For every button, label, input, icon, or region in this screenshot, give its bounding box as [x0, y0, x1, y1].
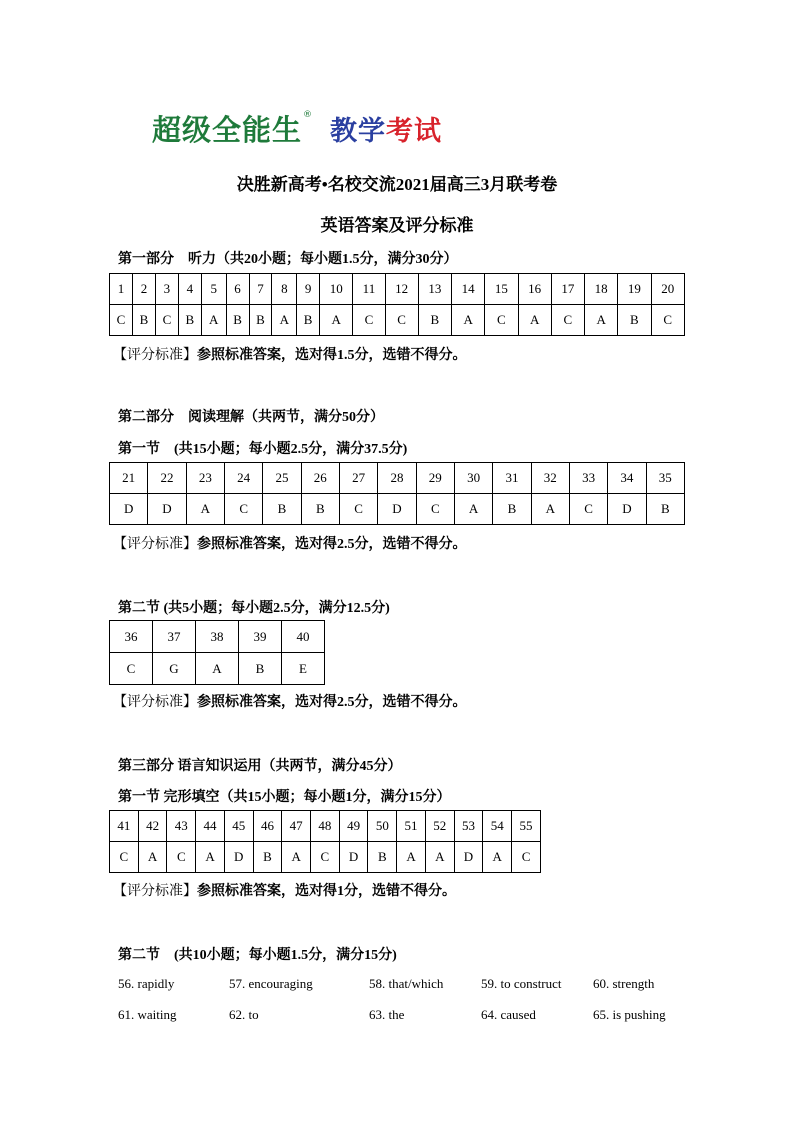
- question-number-cell: 40: [282, 621, 325, 653]
- exam-title: 决胜新高考•名校交流2021届高三3月联考卷: [236, 175, 558, 194]
- answer-cell: A: [138, 842, 167, 873]
- answer-cell: A: [196, 842, 225, 873]
- question-number-cell: 13: [418, 274, 451, 305]
- question-number-cell: 45: [224, 811, 253, 842]
- registered-mark: ®: [303, 110, 313, 120]
- question-number-cell: 26: [301, 463, 339, 494]
- question-number-cell: 47: [282, 811, 311, 842]
- question-number-cell: 32: [531, 463, 569, 494]
- answer-cell: C: [224, 494, 262, 525]
- answer-cell: C: [551, 305, 584, 336]
- answer-cell: A: [518, 305, 551, 336]
- question-number-cell: 30: [454, 463, 492, 494]
- answer-cell: A: [196, 653, 239, 685]
- question-number-row: [110, 811, 541, 842]
- question-number-cell: 12: [385, 274, 418, 305]
- answer-cell: A: [425, 842, 454, 873]
- note-bracket: 【评分标准】: [113, 537, 197, 552]
- question-number-cell: 6: [226, 274, 249, 305]
- part2-sec1-answer-table: [109, 462, 685, 525]
- question-number-cell: 27: [339, 463, 377, 494]
- question-number-cell: 55: [512, 811, 541, 842]
- question-number-cell: 34: [608, 463, 646, 494]
- answer-cell: C: [651, 305, 684, 336]
- answer-row: [110, 494, 685, 525]
- question-number-row: [110, 274, 685, 305]
- answer-cell: A: [531, 494, 569, 525]
- answer-cell: D: [148, 494, 186, 525]
- answer-cell: B: [618, 305, 651, 336]
- answer-cell: B: [368, 842, 397, 873]
- question-number-cell: 28: [378, 463, 416, 494]
- part2-heading: 第二部分 阅读理解（共两节，满分50分）: [118, 410, 384, 425]
- question-number-cell: 38: [196, 621, 239, 653]
- answer-cell: C: [512, 842, 541, 873]
- note-text: 参照标准答案，选对得1.5分，选错不得分。: [197, 348, 467, 363]
- part3-sec1-answer-table: [109, 810, 541, 873]
- fill-answer-item: 65. is pushing: [593, 1007, 666, 1022]
- answer-cell: A: [201, 305, 226, 336]
- part3-sec1-heading: 第一节 完形填空（共15小题；每小题1分，满分15分）: [118, 790, 451, 805]
- answer-cell: C: [416, 494, 454, 525]
- answer-cell: C: [385, 305, 418, 336]
- question-number-cell: 52: [425, 811, 454, 842]
- question-number-cell: 49: [339, 811, 368, 842]
- question-number-cell: 31: [493, 463, 531, 494]
- answer-cell: A: [282, 842, 311, 873]
- logo-sub-text: [330, 109, 442, 148]
- answer-cell: B: [418, 305, 451, 336]
- fill-answer-item: 58. that/which: [369, 976, 444, 991]
- answer-cell: C: [311, 842, 340, 873]
- question-number-cell: 29: [416, 463, 454, 494]
- answer-cell: B: [132, 305, 155, 336]
- question-number-cell: 42: [138, 811, 167, 842]
- part1-scoring-note: [113, 344, 467, 364]
- question-number-cell: 37: [153, 621, 196, 653]
- question-number-cell: 19: [618, 274, 651, 305]
- answer-cell: C: [110, 305, 133, 336]
- question-number-cell: 9: [297, 274, 320, 305]
- question-number-cell: 51: [397, 811, 426, 842]
- answer-cell: B: [178, 305, 201, 336]
- part3-heading: 第三部分 语言知识运用（共两节，满分45分）: [118, 759, 402, 774]
- question-number-cell: 4: [178, 274, 201, 305]
- question-number-cell: 3: [155, 274, 178, 305]
- answer-cell: D: [378, 494, 416, 525]
- question-number-cell: 36: [110, 621, 153, 653]
- question-number-row: [110, 621, 325, 653]
- part3-sec2-heading: 第二节 (共10小题；每小题1.5分，满分15分): [118, 948, 397, 963]
- brand-logo: [152, 108, 442, 148]
- answer-cell: D: [454, 842, 483, 873]
- logo-main-text: 超级全能生: [152, 112, 303, 147]
- logo-sub-blue: 教学: [330, 115, 387, 147]
- question-number-cell: 14: [452, 274, 485, 305]
- answer-cell: A: [272, 305, 297, 336]
- question-number-cell: 39: [239, 621, 282, 653]
- fill-answer-item: 56. rapidly: [118, 976, 175, 991]
- fill-answer-item: 61. waiting: [118, 1007, 177, 1022]
- fill-answer-item: 64. caused: [481, 1007, 536, 1022]
- part2-sec1-heading: 第一节 (共15小题；每小题2.5分，满分37.5分): [118, 442, 408, 457]
- question-number-cell: 53: [454, 811, 483, 842]
- part1-heading: 第一部分 听力（共20小题；每小题1.5分，满分30分）: [118, 252, 458, 267]
- question-number-cell: 23: [186, 463, 224, 494]
- answer-cell: B: [646, 494, 684, 525]
- answer-row: [110, 653, 325, 685]
- question-number-cell: 11: [353, 274, 385, 305]
- question-number-cell: 46: [253, 811, 282, 842]
- fill-answer-item: 62. to: [229, 1007, 259, 1022]
- answer-cell: B: [297, 305, 320, 336]
- answer-cell: E: [282, 653, 325, 685]
- answer-cell: D: [224, 842, 253, 873]
- answer-cell: B: [253, 842, 282, 873]
- part2-sec2-heading: 第二节 (共5小题；每小题2.5分，满分12.5分): [118, 601, 390, 616]
- question-number-cell: 44: [196, 811, 225, 842]
- part1-answer-table: [109, 273, 685, 336]
- answer-cell: C: [353, 305, 385, 336]
- question-number-cell: 16: [518, 274, 551, 305]
- answer-cell: A: [483, 842, 512, 873]
- answer-cell: A: [397, 842, 426, 873]
- answer-cell: A: [186, 494, 224, 525]
- part2-sec2-scoring-note: [113, 691, 467, 711]
- question-number-cell: 2: [132, 274, 155, 305]
- part2-sec2-answer-table: [109, 620, 325, 685]
- answer-cell: A: [452, 305, 485, 336]
- part3-sec1-scoring-note: [113, 880, 456, 900]
- answer-cell: C: [167, 842, 196, 873]
- question-number-cell: 20: [651, 274, 684, 305]
- question-number-cell: 35: [646, 463, 684, 494]
- question-number-cell: 17: [551, 274, 584, 305]
- note-bracket: 【评分标准】: [113, 695, 197, 710]
- logo-sub-red: 考试: [386, 115, 443, 147]
- answer-cell: B: [301, 494, 339, 525]
- note-bracket: 【评分标准】: [113, 884, 197, 899]
- answer-cell: D: [110, 494, 148, 525]
- part2-sec1-scoring-note: [113, 533, 467, 553]
- fill-answer-item: 59. to construct: [481, 976, 562, 991]
- question-number-cell: 48: [311, 811, 340, 842]
- answer-cell: D: [608, 494, 646, 525]
- question-number-cell: 21: [110, 463, 148, 494]
- answer-row: [110, 842, 541, 873]
- question-number-cell: 1: [110, 274, 133, 305]
- note-text: 参照标准答案，选对得1分，选错不得分。: [197, 884, 456, 899]
- answer-cell: B: [226, 305, 249, 336]
- answer-cell: A: [585, 305, 618, 336]
- exam-subtitle: 英语答案及评分标准: [320, 216, 474, 235]
- note-text: 参照标准答案，选对得2.5分，选错不得分。: [197, 537, 467, 552]
- question-number-cell: 15: [485, 274, 518, 305]
- question-number-cell: 25: [263, 463, 301, 494]
- question-number-cell: 54: [483, 811, 512, 842]
- answer-cell: C: [155, 305, 178, 336]
- question-number-cell: 24: [224, 463, 262, 494]
- answer-cell: C: [110, 653, 153, 685]
- question-number-cell: 41: [110, 811, 139, 842]
- answer-cell: C: [110, 842, 139, 873]
- question-number-cell: 43: [167, 811, 196, 842]
- answer-cell: C: [569, 494, 607, 525]
- question-number-cell: 7: [249, 274, 272, 305]
- answer-cell: C: [339, 494, 377, 525]
- question-number-cell: 50: [368, 811, 397, 842]
- answer-cell: A: [454, 494, 492, 525]
- answer-row: [110, 305, 685, 336]
- question-number-cell: 18: [585, 274, 618, 305]
- answer-cell: B: [239, 653, 282, 685]
- answer-cell: A: [320, 305, 353, 336]
- note-text: 参照标准答案，选对得2.5分，选错不得分。: [197, 695, 467, 710]
- question-number-cell: 33: [569, 463, 607, 494]
- question-number-cell: 10: [320, 274, 353, 305]
- fill-answer-item: 60. strength: [593, 976, 655, 991]
- answer-cell: B: [493, 494, 531, 525]
- answer-cell: B: [263, 494, 301, 525]
- answer-cell: D: [339, 842, 368, 873]
- note-bracket: 【评分标准】: [113, 348, 197, 363]
- fill-answer-item: 57. encouraging: [229, 976, 313, 991]
- answer-cell: B: [249, 305, 272, 336]
- question-number-cell: 22: [148, 463, 186, 494]
- question-number-cell: 8: [272, 274, 297, 305]
- question-number-cell: 5: [201, 274, 226, 305]
- question-number-row: [110, 463, 685, 494]
- answer-cell: G: [153, 653, 196, 685]
- answer-cell: C: [485, 305, 518, 336]
- fill-answer-item: 63. the: [369, 1007, 405, 1022]
